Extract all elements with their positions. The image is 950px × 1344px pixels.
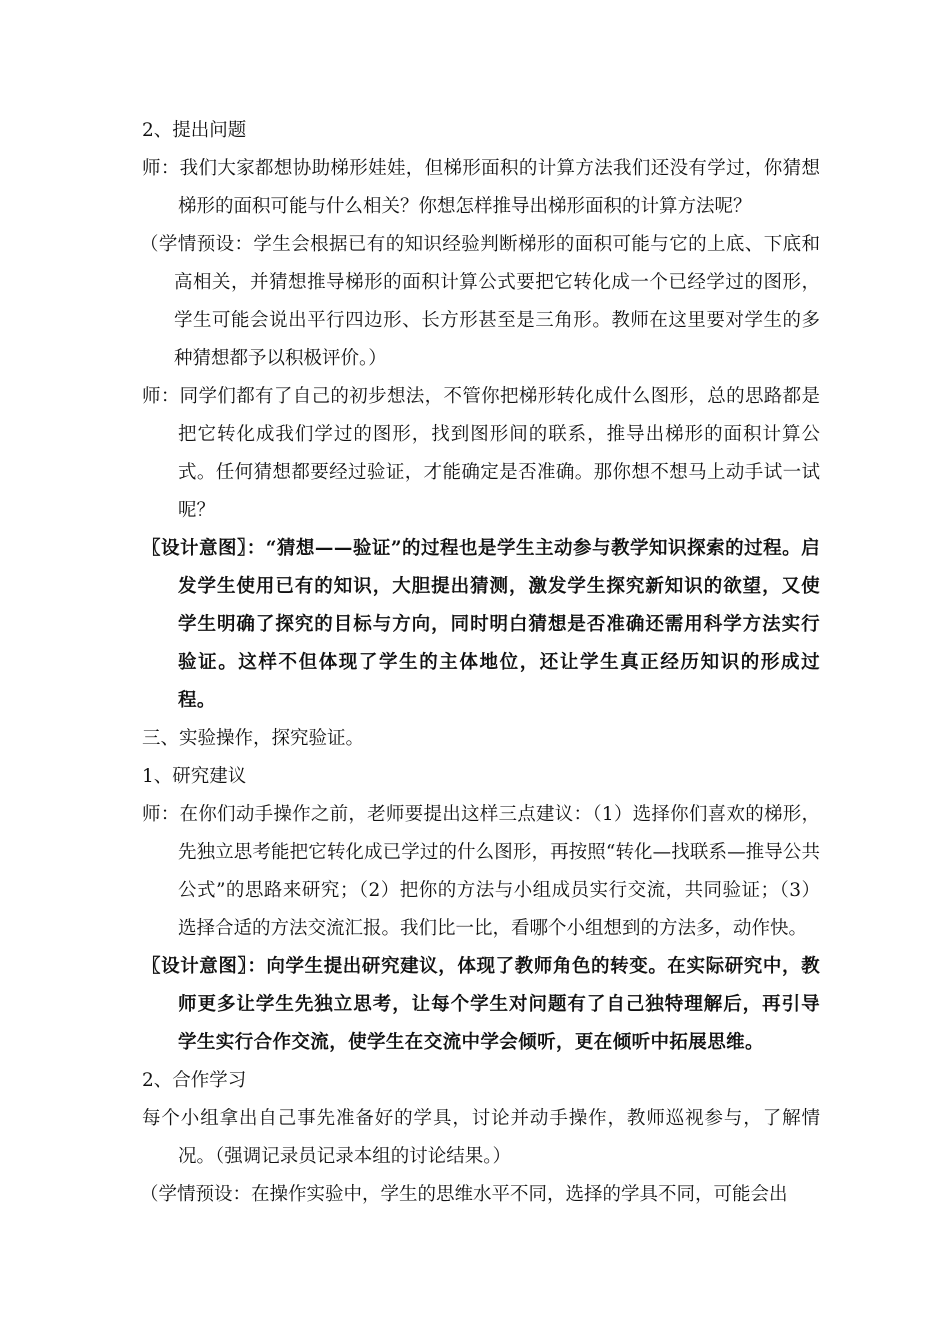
section-heading-raise-question: 2、提出问题 (142, 120, 247, 141)
design-intent: 〖设计意图〗：向学生提出研究建议，体现了教师角色的转变。在实际研究中，教师更多让学生先独立思考，让每个学生对问题有了自己独特理解后，再引导学生实行合作交流，使学生在交流中学会倾听，更在倾听中拓展思维。 (142, 956, 820, 1053)
section-heading-experiment: 三、实验操作，探究验证。 (142, 728, 365, 749)
teacher-dialogue: 师：我们大家都想协助梯形娃娃，但梯形面积的计算方法我们还没有学过，你猜想梯形的面积可能与什么相关？你想怎样推导出梯形面积的计算方法呢？ (142, 158, 820, 217)
subsection-heading-research-suggestion: 1、研究建议 (142, 766, 247, 787)
teacher-dialogue: 师：同学们都有了自己的初步想法，不管你把梯形转化成什么图形，总的思路都是把它转化成我们学过的图形，找到图形间的联系，推导出梯形的面积计算公式。任何猜想都要经过验证，才能确定是否准确。那你想不想马上动手试一试呢？ (142, 386, 820, 521)
document-body (142, 112, 820, 1214)
design-intent: 〖设计意图〗：“猜想——验证”的过程也是学生主动参与教学知识探索的过程。启发学生使用已有的知识，大胆提出猜测，激发学生探究新知识的欲望，又使学生明确了探究的目标与方向，同时明白猜想是否准确还需用科学方法实行验证。这样不但体现了学生的主体地位，还让学生真正经历知识的形成过程。 (142, 538, 820, 711)
body-paragraph: 每个小组拿出自己事先准备好的学具，讨论并动手操作，教师巡视参与，了解情况。（强调记录员记录本组的讨论结果。） (142, 1108, 820, 1167)
learning-prediction: （学情预设：学生会根据已有的知识经验判断梯形的面积可能与它的上底、下底和高相关，并猜想推导梯形的面积计算公式要把它转化成一个已经学过的图形，学生可能会说出平行四边形、长方形甚至是三角形。教师在这里要对学生的多种猜想都予以积极评价。） (140, 234, 820, 369)
learning-prediction: （学情预设：在操作实验中，学生的思维水平不同，选择的学具不同，可能会出 (140, 1184, 788, 1205)
teacher-dialogue: 师：在你们动手操作之前，老师要提出这样三点建议：（1）选择你们喜欢的梯形，先独立思考能把它转化成已学过的什么图形，再按照“转化—找联系—推导公共公式”的思路来研究；（2）把你的方法与小组成员实行交流，共同验证；（3）选择合适的方法交流汇报。我们比一比，看哪个小组想到的方法多，动作快。 (142, 804, 820, 939)
subsection-heading-cooperative-learning: 2、合作学习 (142, 1070, 247, 1091)
